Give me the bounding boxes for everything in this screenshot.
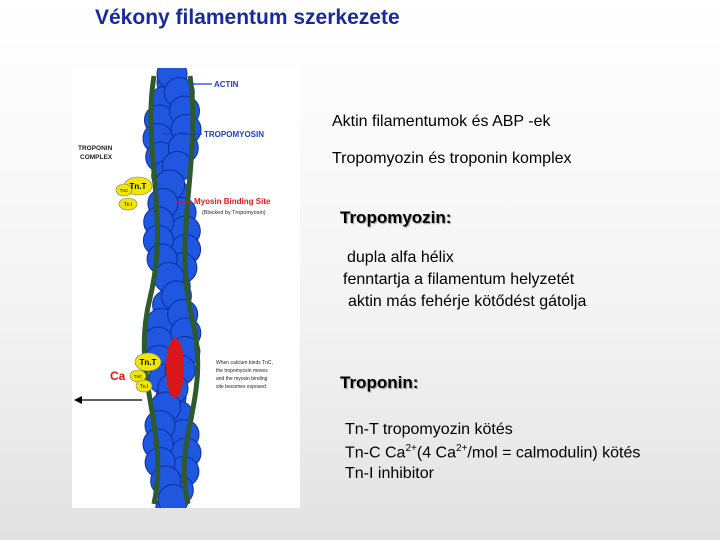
troponin-complex-label-2: COMPLEX [80, 154, 113, 161]
text-aktin-filamentumok: Aktin filamentumok és ABP -ek [332, 113, 551, 130]
calcium-note-line: the tropomyosin moves [216, 368, 268, 374]
tni-bottom-label: Tn.I [139, 384, 149, 390]
tnc-superscript: 2+ [455, 443, 468, 454]
myosin-binding-site-exposed [166, 338, 184, 398]
myosin-site-label: Myosin Binding Site [194, 197, 271, 206]
troponin-point-tnt: Tn-T tropomyozin kötés [345, 421, 513, 438]
blocked-label: (Blocked by Tropomyosin) [202, 210, 266, 216]
heading-troponin: Troponin: [340, 373, 419, 392]
text-tropomyozin-troponin: Tropomyozin és troponin komplex [332, 150, 572, 167]
tropomyozin-point: dupla alfa hélix [347, 249, 454, 266]
tropomyozin-point: aktin más fehérje kötődést gátolja [348, 293, 587, 310]
tropomyozin-point: fenntartja a filamentum helyzetét [343, 271, 575, 288]
calcium-note-line: site becomes exposed. [216, 384, 268, 390]
tropomyosin-label: TROPOMYOSIN [204, 130, 265, 139]
troponin-complex-label-1: TROPONIN [78, 145, 113, 152]
troponin-point-tni: Tn-I inhibitor [345, 465, 434, 482]
tnc-text-prefix: Tn-C Ca [345, 444, 406, 462]
slide-title: Vékony filamentum szerkezete [95, 6, 400, 29]
tnt-top-label: Tn.T [129, 182, 147, 191]
calcium-note-line: and the myosin binding [216, 376, 268, 382]
tnc-text-mid: (4 Ca [416, 444, 456, 462]
tnc-bottom-label: TnC [133, 374, 143, 379]
thin-filament-diagram [72, 68, 300, 508]
tni-top-label: Tn.I [123, 202, 133, 208]
heading-tropomyozin: Tropomyozin: [340, 208, 452, 227]
tnt-bottom-label: Tn.T [139, 358, 157, 367]
tnc-top-label: TnC [119, 188, 129, 193]
calcium-label: Ca [110, 369, 126, 383]
calcium-note-line: When calcium binds TnC, [216, 360, 273, 366]
troponin-point-tnc [345, 443, 640, 462]
actin-label: ACTIN [214, 80, 239, 89]
tnc-superscript: 2+ [405, 443, 417, 454]
tnc-text-suffix: /mol = calmodulin) kötés [467, 444, 641, 462]
